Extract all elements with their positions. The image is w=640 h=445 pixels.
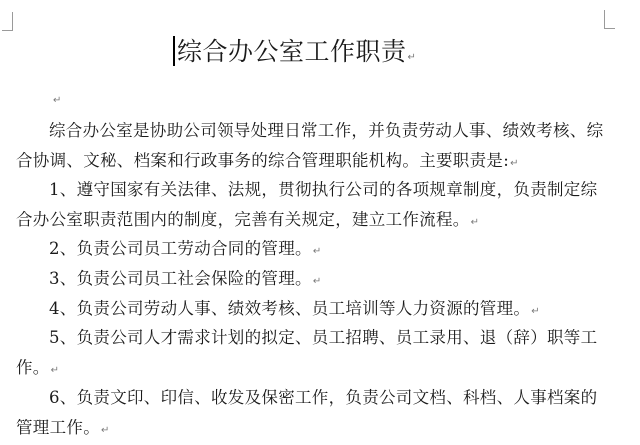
paragraph-duty-5[interactable] (16, 323, 612, 385)
paragraph-text: 4、负责公司劳动人事、绩效考核、员工培训等人力资源的管理。 (49, 299, 531, 318)
paragraph-mark-icon: ↵ (407, 52, 417, 63)
paragraph-mark-icon: ↵ (312, 276, 322, 287)
paragraph-intro[interactable] (16, 116, 612, 178)
document-title[interactable] (173, 35, 416, 75)
paragraph-mark-icon: ↵ (470, 216, 480, 228)
paragraph-text: 2、负责公司员工劳动合同的管理。 (49, 239, 312, 258)
paragraph-mark-icon: ↵ (50, 364, 60, 376)
paragraph-duty-3[interactable] (16, 264, 612, 297)
paragraph-text: 6、负责文印、印信、收发及保密工作，负责公司文档、科档、人事档案的管理工作。 (16, 388, 598, 437)
paragraph-mark-icon: ↵ (510, 157, 519, 169)
paragraph-text: 综合办公室是协助公司领导处理日常工作，并负责劳动人事、绩效考核、综合协调、文秘、档案和行政事务的综合管理职能机构。主要职责是: (16, 121, 604, 170)
paragraph-text: 3、负责公司员工社会保险的管理。 (49, 269, 312, 288)
empty-paragraph[interactable] (52, 88, 62, 106)
paragraph-mark-icon: ↵ (312, 246, 322, 257)
paragraph-mark-icon: ↵ (101, 424, 110, 436)
paragraph-text: 5、负责公司人才需求计划的拟定、员工招聘、员工录用、退（辞）职等工作。 (16, 328, 598, 377)
paragraph-mark-icon: ↵ (531, 306, 540, 317)
paragraph-text: 1、遵守国家有关法律、法规，贯彻执行公司的各项规章制度，负责制定综合办公室职责范围内的制度，完善有关规定，建立工作流程。 (16, 180, 598, 229)
page-corner-mark-left (2, 12, 13, 31)
paragraph-duty-4[interactable] (16, 294, 612, 327)
paragraph-duty-6[interactable] (16, 383, 612, 445)
title-text: 综合办公室工作职责 (177, 37, 407, 66)
paragraph-duty-1[interactable] (16, 175, 612, 237)
page-corner-mark-right (604, 10, 615, 29)
text-cursor (173, 36, 175, 66)
paragraph-duty-2[interactable] (16, 234, 612, 267)
paragraph-mark-icon: ↵ (53, 95, 62, 106)
